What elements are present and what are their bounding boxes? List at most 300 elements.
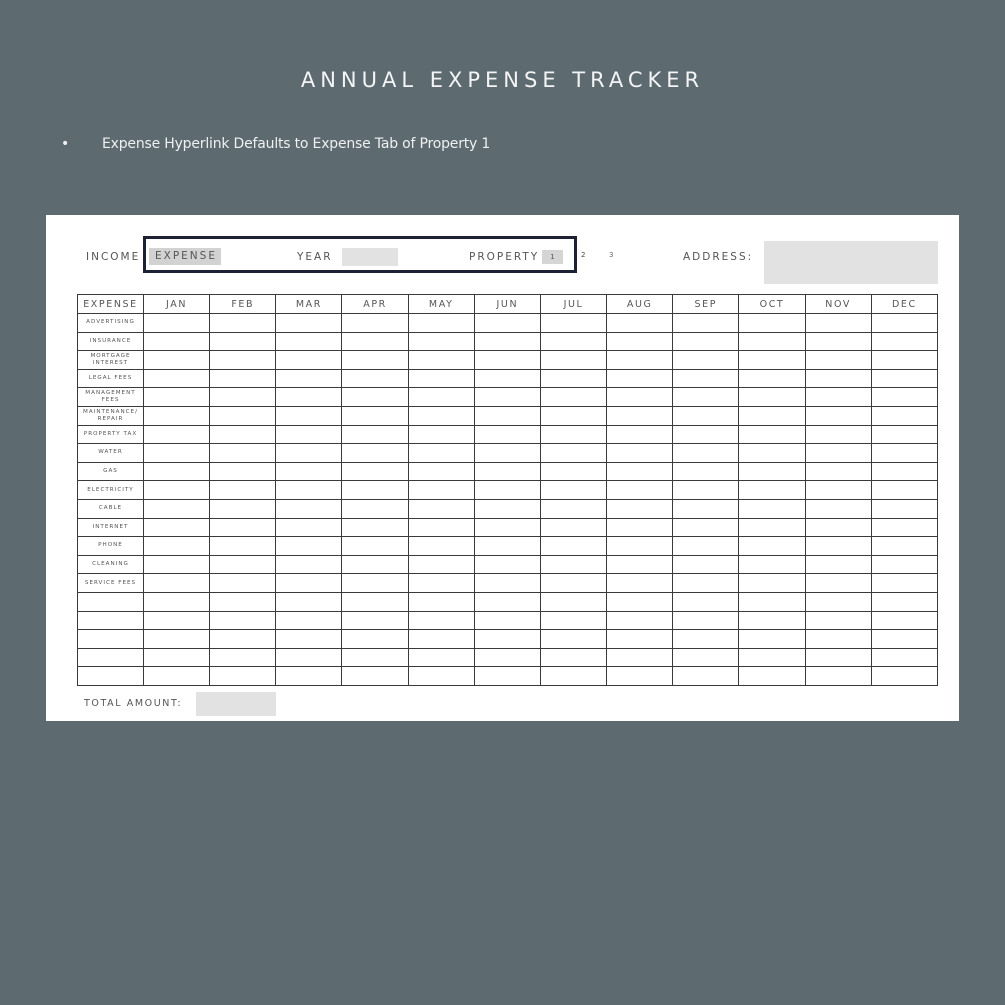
table-cell[interactable]	[276, 574, 342, 593]
table-cell[interactable]	[408, 314, 474, 333]
table-row	[78, 444, 938, 463]
table-cell[interactable]	[739, 444, 805, 463]
table-cell[interactable]	[276, 332, 342, 351]
table-cell[interactable]	[673, 444, 739, 463]
table-cell[interactable]	[673, 499, 739, 518]
table-cell[interactable]	[607, 425, 673, 444]
table-cell[interactable]	[276, 499, 342, 518]
column-header-mar: MAR	[276, 295, 342, 314]
table-cell[interactable]	[871, 630, 937, 649]
table-cell[interactable]	[607, 499, 673, 518]
table-cell[interactable]	[144, 518, 210, 537]
table-cell[interactable]	[474, 425, 540, 444]
table-cell[interactable]	[144, 630, 210, 649]
table-cell[interactable]	[607, 481, 673, 500]
table-row	[78, 425, 938, 444]
table-cell[interactable]	[144, 351, 210, 370]
table-cell[interactable]	[673, 332, 739, 351]
column-header-oct: OCT	[739, 295, 805, 314]
table-cell[interactable]	[871, 425, 937, 444]
property-3-link[interactable]: 3	[609, 251, 614, 259]
table-cell[interactable]	[408, 630, 474, 649]
table-cell[interactable]	[607, 518, 673, 537]
table-cell[interactable]	[673, 611, 739, 630]
table-cell[interactable]	[144, 369, 210, 388]
row-label	[78, 648, 144, 667]
table-cell[interactable]	[474, 351, 540, 370]
column-header-may: MAY	[408, 295, 474, 314]
table-cell[interactable]	[871, 574, 937, 593]
table-cell[interactable]	[607, 592, 673, 611]
table-cell[interactable]	[871, 611, 937, 630]
table-cell[interactable]	[276, 481, 342, 500]
table-cell[interactable]	[342, 518, 408, 537]
table-cell[interactable]	[144, 332, 210, 351]
table-cell[interactable]	[673, 537, 739, 556]
table-row	[78, 481, 938, 500]
table-cell[interactable]	[144, 462, 210, 481]
column-header-sep: SEP	[673, 295, 739, 314]
table-cell[interactable]	[342, 425, 408, 444]
table-cell[interactable]	[342, 648, 408, 667]
table-cell[interactable]	[673, 406, 739, 425]
table-cell[interactable]	[210, 351, 276, 370]
table-cell[interactable]	[739, 667, 805, 686]
table-cell[interactable]	[607, 537, 673, 556]
table-cell[interactable]	[144, 314, 210, 333]
table-cell[interactable]	[540, 425, 606, 444]
table-cell[interactable]	[673, 425, 739, 444]
table-cell[interactable]	[540, 351, 606, 370]
table-cell[interactable]	[474, 499, 540, 518]
column-header-jul: JUL	[540, 295, 606, 314]
table-cell[interactable]	[607, 332, 673, 351]
row-label: CLEANING	[78, 555, 144, 574]
table-cell[interactable]	[540, 406, 606, 425]
table-cell[interactable]	[144, 481, 210, 500]
table-cell[interactable]	[144, 444, 210, 463]
table-cell[interactable]	[474, 555, 540, 574]
column-header-expense: EXPENSE	[78, 295, 144, 314]
total-amount-field[interactable]	[196, 692, 276, 716]
table-cell[interactable]	[871, 351, 937, 370]
table-cell[interactable]	[673, 648, 739, 667]
table-cell[interactable]	[871, 537, 937, 556]
table-row	[78, 611, 938, 630]
table-cell[interactable]	[805, 518, 871, 537]
table-cell[interactable]	[210, 518, 276, 537]
table-cell[interactable]	[276, 592, 342, 611]
table-cell[interactable]	[474, 537, 540, 556]
table-cell[interactable]	[739, 351, 805, 370]
table-cell[interactable]	[607, 388, 673, 407]
table-row	[78, 518, 938, 537]
table-cell[interactable]	[739, 499, 805, 518]
table-cell[interactable]	[342, 406, 408, 425]
table-cell[interactable]	[607, 462, 673, 481]
table-cell[interactable]	[871, 592, 937, 611]
table-cell[interactable]	[805, 481, 871, 500]
table-cell[interactable]	[540, 592, 606, 611]
row-label: ADVERTISING	[78, 314, 144, 333]
table-cell[interactable]	[342, 332, 408, 351]
table-cell[interactable]	[144, 574, 210, 593]
table-cell[interactable]	[805, 555, 871, 574]
table-cell[interactable]	[871, 388, 937, 407]
table-cell[interactable]	[474, 667, 540, 686]
table-cell[interactable]	[210, 444, 276, 463]
table-row	[78, 462, 938, 481]
table-cell[interactable]	[408, 425, 474, 444]
year-field[interactable]	[342, 248, 398, 266]
table-cell[interactable]	[342, 574, 408, 593]
table-cell[interactable]	[739, 648, 805, 667]
table-cell[interactable]	[342, 611, 408, 630]
table-cell[interactable]	[342, 537, 408, 556]
table-cell[interactable]	[673, 555, 739, 574]
table-cell[interactable]	[540, 388, 606, 407]
table-cell[interactable]	[408, 555, 474, 574]
table-cell[interactable]	[210, 462, 276, 481]
note-text: Expense Hyperlink Defaults to Expense Tab of Property 1	[102, 136, 491, 152]
table-cell[interactable]	[210, 406, 276, 425]
row-label: INTERNET	[78, 518, 144, 537]
table-cell[interactable]	[540, 444, 606, 463]
table-cell[interactable]	[805, 369, 871, 388]
table-cell[interactable]	[474, 406, 540, 425]
table-cell[interactable]	[210, 630, 276, 649]
table-cell[interactable]	[342, 369, 408, 388]
table-cell[interactable]	[474, 314, 540, 333]
table-cell[interactable]	[210, 611, 276, 630]
table-cell[interactable]	[805, 351, 871, 370]
table-cell[interactable]	[144, 611, 210, 630]
table-cell[interactable]	[276, 555, 342, 574]
expense-tab-link[interactable]: EXPENSE	[149, 248, 221, 265]
table-cell[interactable]	[805, 444, 871, 463]
table-cell[interactable]	[739, 630, 805, 649]
table-cell[interactable]	[871, 369, 937, 388]
table-cell[interactable]	[540, 314, 606, 333]
table-row	[78, 574, 938, 593]
table-cell[interactable]	[673, 574, 739, 593]
table-cell[interactable]	[805, 406, 871, 425]
table-cell[interactable]	[739, 462, 805, 481]
table-cell[interactable]	[805, 630, 871, 649]
table-cell[interactable]	[540, 332, 606, 351]
table-cell[interactable]	[673, 388, 739, 407]
table-cell[interactable]	[739, 369, 805, 388]
table-cell[interactable]	[805, 425, 871, 444]
column-header-dec: DEC	[871, 295, 937, 314]
table-cell[interactable]	[540, 555, 606, 574]
table-cell[interactable]	[210, 555, 276, 574]
row-label	[78, 611, 144, 630]
table-cell[interactable]	[607, 444, 673, 463]
table-cell[interactable]	[408, 351, 474, 370]
table-cell[interactable]	[607, 648, 673, 667]
table-cell[interactable]	[805, 462, 871, 481]
table-cell[interactable]	[540, 648, 606, 667]
table-row	[78, 351, 938, 370]
table-cell[interactable]	[871, 406, 937, 425]
page-title: ANNUAL EXPENSE TRACKER	[300, 68, 705, 92]
table-cell[interactable]	[276, 667, 342, 686]
table-cell[interactable]	[276, 462, 342, 481]
table-cell[interactable]	[210, 388, 276, 407]
table-cell[interactable]	[276, 314, 342, 333]
table-cell[interactable]	[210, 481, 276, 500]
table-cell[interactable]	[210, 592, 276, 611]
table-cell[interactable]	[540, 667, 606, 686]
table-cell[interactable]	[673, 592, 739, 611]
table-cell[interactable]	[144, 499, 210, 518]
table-cell[interactable]	[276, 518, 342, 537]
table-cell[interactable]	[276, 611, 342, 630]
table-cell[interactable]	[210, 425, 276, 444]
table-cell[interactable]	[474, 518, 540, 537]
table-cell[interactable]	[474, 369, 540, 388]
table-cell[interactable]	[805, 314, 871, 333]
table-cell[interactable]	[607, 611, 673, 630]
table-cell[interactable]	[607, 555, 673, 574]
table-cell[interactable]	[805, 388, 871, 407]
table-cell[interactable]	[673, 462, 739, 481]
table-cell[interactable]	[540, 369, 606, 388]
table-cell[interactable]	[540, 481, 606, 500]
table-cell[interactable]	[607, 574, 673, 593]
table-cell[interactable]	[342, 555, 408, 574]
table-cell[interactable]	[474, 574, 540, 593]
table-row	[78, 499, 938, 518]
table-cell[interactable]	[408, 592, 474, 611]
table-cell[interactable]	[210, 667, 276, 686]
table-cell[interactable]	[739, 481, 805, 500]
table-cell[interactable]	[805, 499, 871, 518]
row-label	[78, 592, 144, 611]
table-row	[78, 314, 938, 333]
table-cell[interactable]	[673, 518, 739, 537]
table-cell[interactable]	[276, 630, 342, 649]
table-cell[interactable]	[408, 611, 474, 630]
table-cell[interactable]	[805, 592, 871, 611]
table-cell[interactable]	[408, 406, 474, 425]
table-row	[78, 388, 938, 407]
table-cell[interactable]	[342, 630, 408, 649]
table-header-row	[78, 295, 938, 314]
table-cell[interactable]	[408, 388, 474, 407]
table-cell[interactable]	[673, 369, 739, 388]
table-cell[interactable]	[474, 444, 540, 463]
table-cell[interactable]	[342, 592, 408, 611]
column-header-apr: APR	[342, 295, 408, 314]
table-cell[interactable]	[342, 314, 408, 333]
row-label: LEGAL FEES	[78, 369, 144, 388]
table-cell[interactable]	[408, 444, 474, 463]
table-cell[interactable]	[144, 537, 210, 556]
expense-sheet	[46, 215, 959, 721]
row-label: MORTGAGE INTEREST	[78, 351, 144, 370]
table-cell[interactable]	[408, 481, 474, 500]
year-label: YEAR	[297, 251, 333, 263]
table-cell[interactable]	[144, 592, 210, 611]
table-cell[interactable]	[673, 630, 739, 649]
table-cell[interactable]	[540, 630, 606, 649]
table-cell[interactable]	[342, 481, 408, 500]
table-row	[78, 332, 938, 351]
table-cell[interactable]	[210, 314, 276, 333]
table-cell[interactable]	[474, 592, 540, 611]
table-cell[interactable]	[276, 537, 342, 556]
table-cell[interactable]	[276, 351, 342, 370]
row-label: MAINTENANCE/ REPAIR	[78, 406, 144, 425]
table-cell[interactable]	[607, 351, 673, 370]
table-cell[interactable]	[210, 499, 276, 518]
table-cell[interactable]	[276, 444, 342, 463]
table-cell[interactable]	[342, 499, 408, 518]
table-row	[78, 592, 938, 611]
table-cell[interactable]	[210, 369, 276, 388]
table-cell[interactable]	[540, 537, 606, 556]
table-cell[interactable]	[805, 537, 871, 556]
table-cell[interactable]	[474, 462, 540, 481]
table-cell[interactable]	[739, 332, 805, 351]
table-cell[interactable]	[739, 406, 805, 425]
table-cell[interactable]	[474, 388, 540, 407]
table-cell[interactable]	[805, 611, 871, 630]
table-cell[interactable]	[739, 314, 805, 333]
table-row	[78, 406, 938, 425]
table-cell[interactable]	[739, 537, 805, 556]
table-cell[interactable]	[871, 518, 937, 537]
table-cell[interactable]	[805, 574, 871, 593]
table-cell[interactable]	[607, 369, 673, 388]
table-cell[interactable]	[342, 462, 408, 481]
table-cell[interactable]	[408, 369, 474, 388]
table-cell[interactable]	[739, 611, 805, 630]
table-cell[interactable]	[342, 388, 408, 407]
table-cell[interactable]	[408, 462, 474, 481]
table-cell[interactable]	[739, 425, 805, 444]
table-cell[interactable]	[342, 444, 408, 463]
property-2-link[interactable]: 2	[581, 251, 586, 259]
table-cell[interactable]	[805, 648, 871, 667]
property-label: PROPERTY	[469, 251, 540, 263]
table-cell[interactable]	[871, 648, 937, 667]
address-field[interactable]	[764, 241, 938, 284]
column-header-jun: JUN	[474, 295, 540, 314]
table-cell[interactable]	[739, 574, 805, 593]
table-cell[interactable]	[276, 648, 342, 667]
table-cell[interactable]	[408, 518, 474, 537]
table-cell[interactable]	[871, 499, 937, 518]
table-cell[interactable]	[673, 314, 739, 333]
table-cell[interactable]	[144, 648, 210, 667]
table-cell[interactable]	[474, 611, 540, 630]
table-cell[interactable]	[474, 481, 540, 500]
row-label: ELECTRICITY	[78, 481, 144, 500]
table-cell[interactable]	[607, 667, 673, 686]
table-cell[interactable]	[276, 369, 342, 388]
table-row	[78, 537, 938, 556]
table-row	[78, 369, 938, 388]
table-cell[interactable]	[805, 332, 871, 351]
row-label: GAS	[78, 462, 144, 481]
table-cell[interactable]	[540, 518, 606, 537]
table-cell[interactable]	[144, 406, 210, 425]
table-cell[interactable]	[474, 630, 540, 649]
table-cell[interactable]	[144, 388, 210, 407]
table-cell[interactable]	[342, 667, 408, 686]
table-cell[interactable]	[210, 648, 276, 667]
table-cell[interactable]	[871, 332, 937, 351]
table-cell[interactable]	[540, 462, 606, 481]
table-cell[interactable]	[673, 481, 739, 500]
table-cell[interactable]	[871, 555, 937, 574]
table-cell[interactable]	[871, 314, 937, 333]
table-cell[interactable]	[871, 462, 937, 481]
table-cell[interactable]	[739, 555, 805, 574]
table-cell[interactable]	[871, 481, 937, 500]
table-cell[interactable]	[210, 332, 276, 351]
table-cell[interactable]	[673, 667, 739, 686]
row-label	[78, 667, 144, 686]
table-cell[interactable]	[540, 574, 606, 593]
table-cell[interactable]	[408, 332, 474, 351]
column-header-jan: JAN	[144, 295, 210, 314]
row-label: WATER	[78, 444, 144, 463]
table-cell[interactable]	[805, 667, 871, 686]
property-1-link[interactable]: 1	[542, 250, 563, 264]
row-label: INSURANCE	[78, 332, 144, 351]
table-cell[interactable]	[408, 499, 474, 518]
table-row	[78, 630, 938, 649]
table-cell[interactable]	[144, 667, 210, 686]
column-header-aug: AUG	[607, 295, 673, 314]
expense-table	[77, 294, 938, 686]
table-row	[78, 648, 938, 667]
table-cell[interactable]	[540, 611, 606, 630]
table-cell[interactable]	[474, 648, 540, 667]
table-cell[interactable]	[474, 332, 540, 351]
income-tab-link[interactable]: INCOME	[86, 251, 141, 263]
table-cell[interactable]	[408, 537, 474, 556]
table-cell[interactable]	[408, 648, 474, 667]
table-cell[interactable]	[276, 388, 342, 407]
table-cell[interactable]	[276, 425, 342, 444]
address-label: ADDRESS:	[683, 251, 754, 263]
table-cell[interactable]	[210, 574, 276, 593]
table-cell[interactable]	[739, 518, 805, 537]
table-cell[interactable]	[739, 592, 805, 611]
row-label: PROPERTY TAX	[78, 425, 144, 444]
table-cell[interactable]	[673, 351, 739, 370]
table-cell[interactable]	[607, 406, 673, 425]
table-cell[interactable]	[342, 351, 408, 370]
table-cell[interactable]	[540, 499, 606, 518]
table-cell[interactable]	[739, 388, 805, 407]
table-cell[interactable]	[144, 425, 210, 444]
table-cell[interactable]	[408, 667, 474, 686]
table-cell[interactable]	[871, 444, 937, 463]
table-cell[interactable]	[871, 667, 937, 686]
table-cell[interactable]	[276, 406, 342, 425]
table-cell[interactable]	[607, 630, 673, 649]
table-cell[interactable]	[144, 555, 210, 574]
table-cell[interactable]	[408, 574, 474, 593]
table-cell[interactable]	[607, 314, 673, 333]
table-cell[interactable]	[210, 537, 276, 556]
